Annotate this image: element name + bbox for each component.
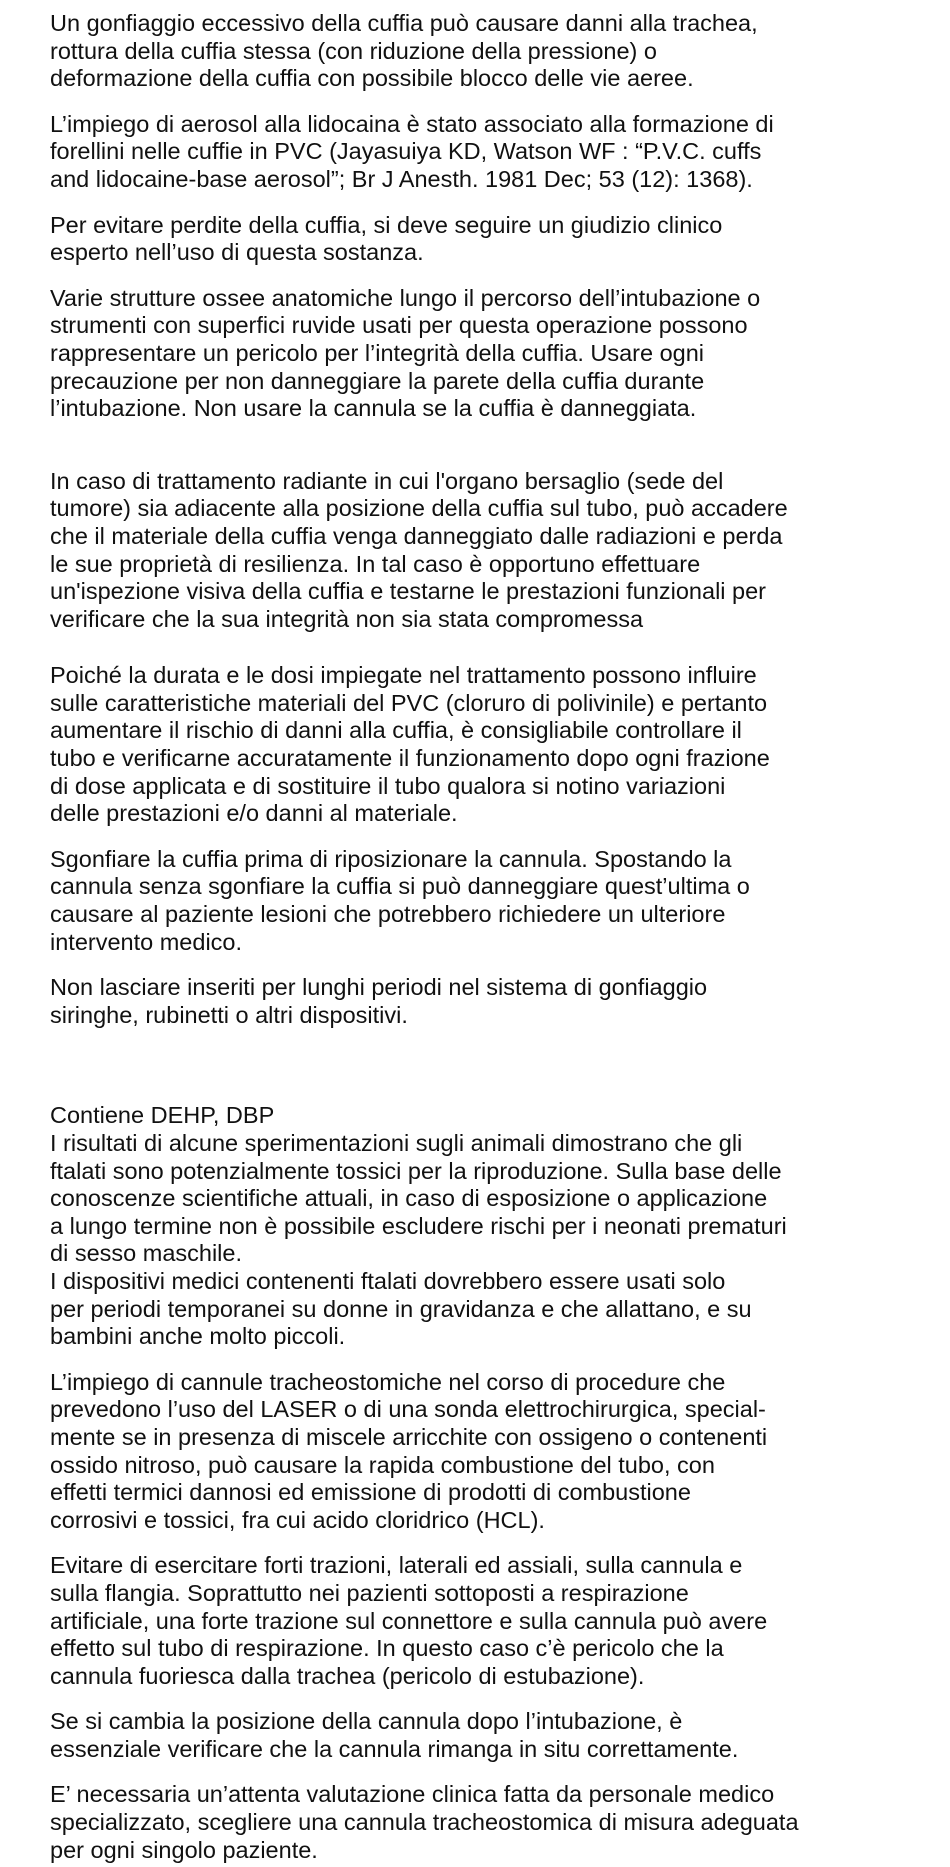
text-line: effetti termici dannosi ed emissione di prodotti di combustione — [50, 1479, 691, 1506]
text-line: I dispositivi medici contenenti ftalati dovrebbero essere usati solo — [50, 1267, 726, 1294]
text-line: a lungo termine non è possibile escludere rischi per i neonati prematuri — [50, 1212, 787, 1239]
text-line: E’ necessaria un’attenta valutazione clinica fatta da personale medico — [50, 1781, 775, 1808]
text-line: Varie strutture ossee anatomiche lungo il percorso dell’intubazione o — [50, 284, 761, 311]
paragraph-cuff-leaks — [50, 212, 945, 267]
paragraph-dehp-dbp — [50, 1102, 945, 1350]
text-line: Se si cambia la posizione della cannula dopo l’intubazione, è — [50, 1708, 683, 1735]
text-line: Sgonfiare la cuffia prima di riposizionare la cannula. Spostando la — [50, 845, 732, 872]
text-line: tumore) sia adiacente alla posizione della cuffia sul tubo, può accadere — [50, 495, 788, 522]
text-line: essenziale verificare che la cannula rimanga in situ correttamente. — [50, 1735, 739, 1762]
text-line: ossido nitroso, può causare la rapida combustione del tubo, con — [50, 1451, 715, 1478]
text-line: delle prestazioni e/o danni al materiale. — [50, 800, 458, 827]
text-line: effetto sul tubo di respirazione. In questo caso c’è pericolo che la — [50, 1635, 724, 1662]
text-line: I risultati di alcune sperimentazioni sugli animali dimostrano che gli — [50, 1130, 743, 1156]
text-line: specializzato, scegliere una cannula tracheostomica di misura adeguata — [50, 1809, 799, 1836]
text-line: causare al paziente lesioni che potrebbero richiedere un ulteriore — [50, 901, 726, 928]
text-line: and lidocaine-base aerosol”; Br J Anesth. 1981 Dec; 53 (12): 1368). — [50, 165, 753, 192]
text-line: aumentare il rischio di danni alla cuffia, è consigliabile controllare il — [50, 717, 742, 744]
paragraph-anatomical-structures — [50, 285, 945, 423]
document-page — [50, 10, 945, 1864]
text-line: mente se in presenza di miscele arricchite con ossigeno o contenenti — [50, 1423, 768, 1450]
text-line: deformazione della cuffia con possibile blocco delle vie aeree. — [50, 65, 694, 92]
text-line: cannula senza sgonfiare la cuffia si può danneggiare quest’ultima o — [50, 873, 750, 900]
text-line: le sue proprietà di resilienza. In tal caso è opportuno effettuare — [50, 550, 701, 577]
text-line: di sesso maschile. — [50, 1240, 242, 1267]
text-line: prevedono l’uso del LASER o di una sonda elettrochirurgica, special- — [50, 1396, 766, 1423]
text-line: L’impiego di cannule tracheostomiche nel corso di procedure che — [50, 1368, 726, 1395]
paragraph-clinical-evaluation — [50, 1781, 945, 1864]
text-line: di dose applicata e di sostituire il tubo qualora si notino variazioni — [50, 772, 726, 799]
text-line: intervento medico. — [50, 928, 243, 955]
text-line: artificiale, una forte trazione sul connettore e sulla cannula può avere — [50, 1607, 768, 1634]
text-line: rappresentare un pericolo per l’integrità della cuffia. Usare ogni — [50, 339, 705, 366]
paragraph-lidocaine-aerosol — [50, 111, 945, 194]
text-line: conoscenze scientifiche attuali, in caso di esposizione o applicazione — [50, 1185, 768, 1212]
text-line: cannula fuoriesca dalla trachea (pericolo di estubazione). — [50, 1662, 645, 1689]
paragraph-position-change — [50, 1708, 945, 1763]
paragraph-traction — [50, 1552, 945, 1690]
text-line: strumenti con superfici ruvide usati per questa operazione possono — [50, 312, 748, 339]
paragraph-radiation-treatment — [50, 468, 945, 634]
text-line: un'ispezione visiva della cuffia e testarne le prestazioni funzionali per — [50, 578, 767, 605]
text-line: Un gonfiaggio eccessivo della cuffia può causare danni alla trachea, — [50, 10, 758, 36]
text-line: Per evitare perdite della cuffia, si deve seguire un giudizio clinico — [50, 211, 723, 238]
text-line: rottura della cuffia stessa (con riduzione della pressione) o — [50, 37, 657, 64]
text-line: Contiene DEHP, DBP — [50, 1102, 275, 1129]
text-line: per periodi temporanei su donne in gravidanza e che allattano, e su — [50, 1295, 752, 1322]
text-line: siringhe, rubinetti o altri dispositivi. — [50, 1001, 408, 1028]
text-line: precauzione per non danneggiare la parete della cuffia durante — [50, 367, 705, 394]
text-line: Evitare di esercitare forti trazioni, laterali ed assiali, sulla cannula e — [50, 1552, 743, 1579]
text-line: Non lasciare inseriti per lunghi periodi nel sistema di gonfiaggio — [50, 974, 708, 1001]
text-line: sulla flangia. Soprattutto nei pazienti sottoposti a respirazione — [50, 1579, 689, 1606]
text-line: esperto nell’uso di questa sostanza. — [50, 239, 424, 266]
text-line: In caso di trattamento radiante in cui l'organo bersaglio (sede del — [50, 467, 724, 494]
text-line: ftalati sono potenzialmente tossici per la riproduzione. Sulla base delle — [50, 1157, 782, 1184]
text-line: bambini anche molto piccoli. — [50, 1323, 346, 1350]
paragraph-cuff-overinflation — [50, 10, 945, 93]
text-line: forellini nelle cuffie in PVC (Jayasuiya KD, Watson WF : “P.V.C. cuffs — [50, 138, 762, 165]
text-line: l’intubazione. Non usare la cannula se la cuffia è danneggiata. — [50, 395, 697, 422]
text-line: tubo e verificarne accuratamente il funzionamento dopo ogni frazione — [50, 745, 770, 772]
paragraph-inflation-system — [50, 974, 945, 1029]
text-line: Poiché la durata e le dosi impiegate nel trattamento possono influire — [50, 662, 757, 689]
text-line: corrosivi e tossici, fra cui acido cloridrico (HCL). — [50, 1506, 545, 1533]
text-line: verificare che la sua integrità non sia stata compromessa — [50, 605, 644, 632]
paragraph-deflate-cuff — [50, 846, 945, 956]
paragraph-laser-procedures — [50, 1369, 945, 1535]
paragraph-pvc-dose — [50, 662, 945, 828]
text-line: L’impiego di aerosol alla lidocaina è stato associato alla formazione di — [50, 110, 774, 137]
text-line: per ogni singolo paziente. — [50, 1836, 318, 1863]
text-line: sulle caratteristiche materiali del PVC (cloruro di polivinile) e pertanto — [50, 689, 768, 716]
text-line: che il materiale della cuffia venga danneggiato dalle radiazioni e perda — [50, 522, 783, 549]
